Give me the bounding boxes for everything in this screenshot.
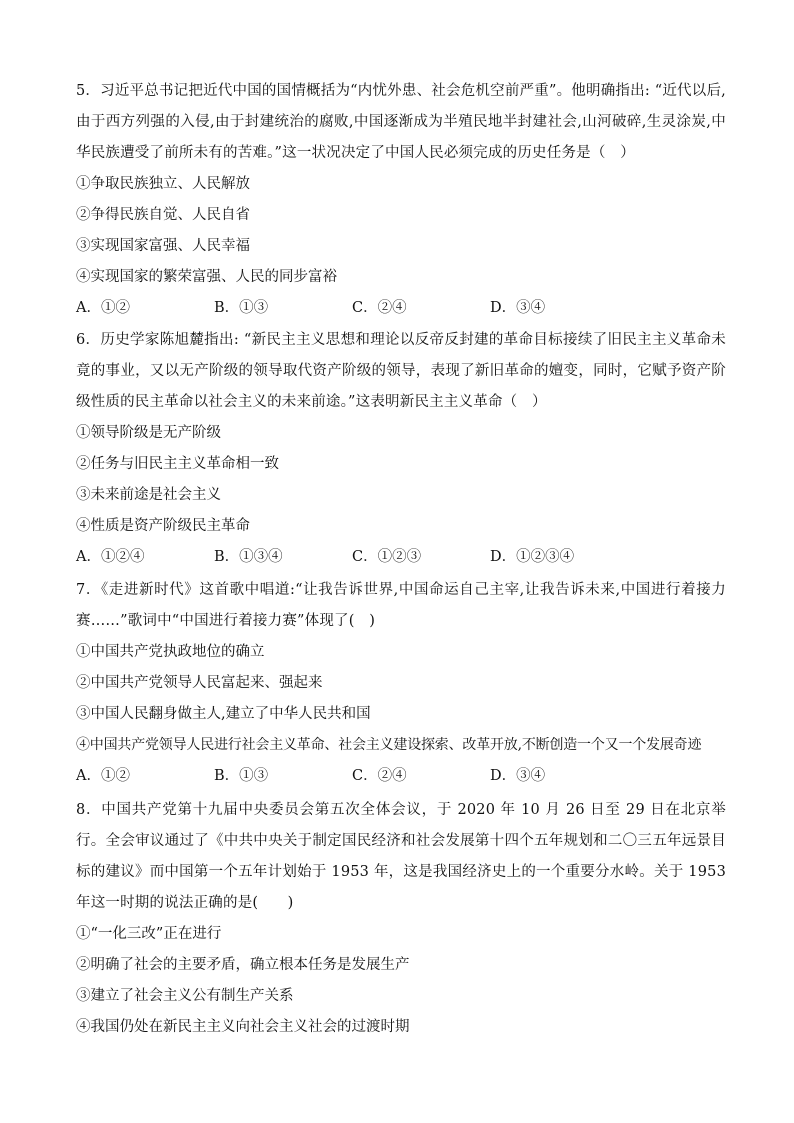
option-d: D．①②③④	[490, 549, 575, 565]
statement-item: ③未来前途是社会主义	[76, 487, 221, 503]
statement-item: ②争得民族自觉、人民自省	[76, 207, 250, 223]
statement-item: ③中国人民翻身做主人,建立了中华人民共和国	[76, 706, 371, 722]
statement-item: ②任务与旧民主主义革命相一致	[76, 456, 279, 472]
statement-item: ④性质是资产阶级民主革命	[76, 518, 250, 534]
answer-options	[76, 293, 726, 324]
answer-options	[76, 542, 726, 573]
question-number: 5．	[76, 83, 101, 99]
statement-item: ①争取民族独立、人民解放	[76, 176, 250, 192]
option-a: A．①②	[76, 768, 130, 784]
question-text: 《走进新时代》这首歌中唱道:“让我告诉世界,中国命运自己主宰,让我告诉未来,中国进行着接力赛……”歌词中“中国进行着接力赛”体现了( )	[76, 582, 726, 629]
question-8	[76, 795, 726, 1043]
option-c: C．②④	[352, 768, 407, 784]
question-stem	[76, 575, 726, 637]
question-text: 习近平总书记把近代中国的国情概括为“内忧外患、社会危机空前严重”。他明确指出: “近代以后,由于西方列强的入侵,由于封建统治的腐败,中国逐渐成为半殖民地半封建社会,山河破碎,生灵涂炭,中华民族遭受了前所未有的苦难。”这一状况决定了中国人民必须完成的历史任务是（ ）	[76, 83, 726, 161]
question-stem	[76, 325, 726, 418]
statement-item: ③建立了社会主义公有制生产关系	[76, 988, 294, 1004]
question-7	[76, 575, 726, 792]
statement-item: ②明确了社会的主要矛盾，确立根本任务是发展生产	[76, 957, 410, 973]
question-text: 中国共产党第十九届中央委员会第五次全体会议，于 2020 年 10 月 26 日至 29 日在北京举行。全会审议通过了《中共中央关于制定国民经济和社会发展第十四个五年规划和二〇三五年远景目标的建议》而中国第一个五年计划始于 1953 年，这是我国经济史上的一个重要分水岭。关于 1953 年这一时期的说法正确的是( )	[76, 802, 726, 911]
option-c: C．①②③	[352, 549, 422, 565]
statement-item: ①领导阶级是无产阶级	[76, 425, 221, 441]
statement-item: ④中国共产党领导人民进行社会主义革命、社会主义建设探索、改革开放,不断创造一个又一个发展奇迹	[76, 737, 702, 753]
question-5	[76, 76, 726, 324]
statement-item: ④我国仍处在新民主主义向社会主义社会的过渡时期	[76, 1019, 410, 1035]
option-d: D．③④	[490, 768, 546, 784]
statement-item: ①“一化三改”正在进行	[76, 926, 222, 942]
option-a: A．①②	[76, 300, 130, 316]
question-stem	[76, 76, 726, 169]
option-b: B．①③	[214, 768, 269, 784]
question-text: 历史学家陈旭麓指出: “新民主主义思想和理论以反帝反封建的革命目标接续了旧民主主义革命未竟的事业，又以无产阶级的领导取代资产阶级的领导，表现了新旧革命的嬗变，同时，它赋予资产阶级性质的民主革命以社会主义的未来前途。”这表明新民主主义革命（ ）	[76, 332, 726, 410]
answer-options	[76, 761, 726, 792]
question-number: 7．	[76, 582, 101, 598]
option-c: C．②④	[352, 300, 407, 316]
question-number: 6．	[76, 332, 101, 348]
option-b: B．①③	[214, 300, 269, 316]
option-b: B．①③④	[214, 549, 283, 565]
question-number: 8．	[76, 802, 102, 818]
statement-item: ④实现国家的繁荣富强、人民的同步富裕	[76, 269, 337, 285]
statement-item: ②中国共产党领导人民富起来、强起来	[76, 675, 323, 691]
question-6	[76, 325, 726, 573]
statement-item: ③实现国家富强、人民幸福	[76, 238, 250, 254]
option-d: D．③④	[490, 300, 546, 316]
statement-item: ①中国共产党执政地位的确立	[76, 644, 265, 660]
option-a: A．①②④	[76, 549, 145, 565]
question-stem	[76, 795, 726, 919]
